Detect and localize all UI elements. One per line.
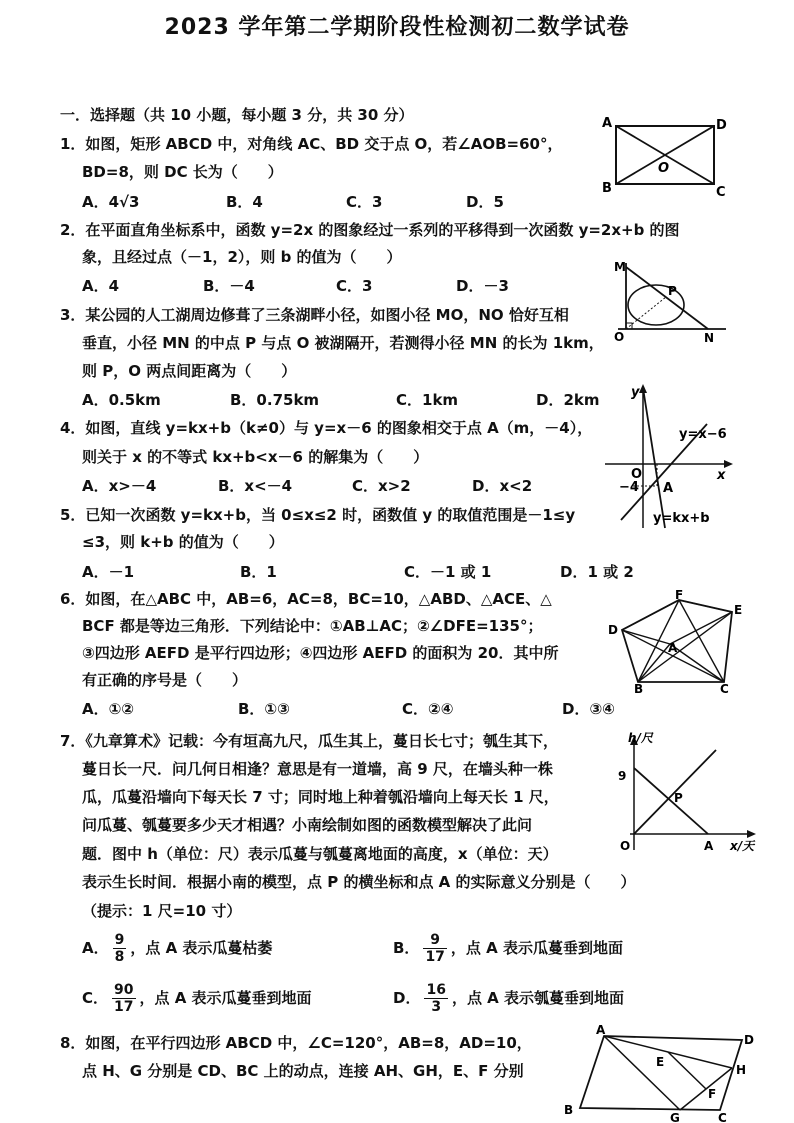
fig3-label-n: N xyxy=(704,331,715,345)
q6-option-b: B．①③ xyxy=(238,700,290,718)
fig8-label-c: C xyxy=(718,1111,727,1123)
fig4-label-y-kx-b: y=kx+b xyxy=(653,511,710,526)
q1-line-2: BD=8，则 DC 长为（ ） xyxy=(82,163,283,181)
q8-line-1: 8．如图，在平行四边形 ABCD 中，∠C=120°，AB=8，AD=10， xyxy=(60,1034,532,1052)
fig3-label-p: P xyxy=(668,284,677,298)
q7-line-1: 7．《九章算术》记载：今有垣高九尺，瓜生其上，蔓日长七寸；瓠生其下， xyxy=(60,732,558,750)
line-y-kx-b xyxy=(643,388,665,528)
fig6-label-e: E xyxy=(734,603,743,617)
fig4-label-a: A xyxy=(663,481,674,496)
segment-ef xyxy=(668,1052,706,1089)
q5-option-b: B．1 xyxy=(240,563,277,581)
fig4-label-x: x xyxy=(717,468,726,483)
q7-line-3: 瓜，瓜蔓沿墙向下每天长 7 寸；同时地上种着瓠沿墙向上每天长 1 尺， xyxy=(82,788,559,806)
q5-line-1: 5．已知一次函数 y=kx+b，当 0≤x≤2 时，函数值 y 的取值范围是－1≤y xyxy=(60,506,576,524)
fig7-label-p: P xyxy=(674,791,683,805)
q4-line-1: 4．如图，直线 y=kx+b（k≠0）与 y=x－6 的图象相交于点 A（m，－4）， xyxy=(60,419,593,437)
fig4-label-y: y xyxy=(631,385,640,400)
q7-option-d-fraction: $\frac{16}{3}$ xyxy=(426,982,446,1015)
fig6-label-c: C xyxy=(720,682,729,695)
q7-option-c: C． $\frac{90}{17}$ ，点 A 表示瓜蔓垂到地面 xyxy=(82,982,312,1015)
fig1-label-d: D xyxy=(716,118,727,133)
figure-1-rectangle xyxy=(598,112,730,200)
q6-line-4: 有正确的序号是（ ） xyxy=(82,671,248,689)
q5-line-2: ≤3，则 k+b 的值为（ ） xyxy=(82,533,284,551)
q6-option-a: A．①② xyxy=(82,700,135,718)
q4-option-b: B．x<－4 xyxy=(218,477,293,495)
segment-ag xyxy=(604,1036,680,1110)
fig7-label-9: 9 xyxy=(618,769,627,783)
fig7-label-h: h/尺 xyxy=(628,731,653,745)
q4-line-2: 则关于 x 的不等式 kx+b<x－6 的解集为（ ） xyxy=(82,448,429,466)
fig6-label-f: F xyxy=(675,590,684,602)
q7-option-c-fraction: $\frac{90}{17}$ xyxy=(114,982,134,1015)
q2-option-c: C．3 xyxy=(336,277,373,295)
parallelogram-abcd xyxy=(580,1036,742,1110)
fig1-label-c: C xyxy=(716,185,726,200)
q4-option-a: A．x>－4 xyxy=(82,477,157,495)
q8-line-2: 点 H、G 分别是 CD、BC 上的动点，连接 AH、GH，E、F 分别 xyxy=(82,1062,524,1080)
q1-option-b: B．4 xyxy=(226,193,263,211)
q5-option-a: A．－1 xyxy=(82,563,135,581)
fig7-label-o: O xyxy=(620,839,631,853)
fig1-label-o: O xyxy=(658,161,670,176)
q5-option-c: C．－1 或 1 xyxy=(404,563,492,581)
q4-option-c: C．x>2 xyxy=(352,477,411,495)
fig8-label-a: A xyxy=(596,1023,606,1037)
q7-option-a: A． $\frac{9}{8}$ ，点 A 表示瓜蔓枯萎 xyxy=(82,932,273,965)
fig8-label-g: G xyxy=(670,1111,680,1123)
fig4-x-arrow xyxy=(724,460,733,468)
fig4-label-o: O xyxy=(631,467,643,482)
q7-option-b: B． $\frac{9}{17}$ ，点 A 表示瓜蔓垂到地面 xyxy=(393,932,623,965)
q6-line-3: ③四边形 AEFD 是平行四边形；④四边形 AEFD 的面积为 20．其中所 xyxy=(82,644,559,662)
fig7-label-x: x/天 xyxy=(730,839,755,853)
fig8-label-e: E xyxy=(656,1055,665,1069)
figure-4-graph xyxy=(603,380,743,530)
q3-option-c: C．1km xyxy=(396,391,459,409)
fig4-label-y-x-6: y=x−6 xyxy=(679,427,727,442)
fig6-label-b: B xyxy=(634,682,644,695)
figure-3-lake xyxy=(608,255,738,345)
q6-option-c: C．②④ xyxy=(402,700,454,718)
fig7-label-a: A xyxy=(704,839,714,853)
q7-line-7: （提示：1 尺=10 寸） xyxy=(82,902,242,920)
q7-option-b-fraction: $\frac{9}{17}$ xyxy=(425,932,445,965)
fig8-label-d: D xyxy=(744,1033,754,1047)
gourd-line xyxy=(634,768,708,834)
section-header: 一．选择题（共 10 小题，每小题 3 分，共 30 分） xyxy=(60,106,414,124)
q2-option-a: A．4 xyxy=(82,277,120,295)
q2-line-2: 象，且经过点（－1，2），则 b 的值为（ ） xyxy=(82,248,402,266)
exam-title: 2023 学年第二学期阶段性检测初二数学试卷 xyxy=(164,15,630,40)
q7-option-d: D． $\frac{16}{3}$ ，点 A 表示瓠蔓垂到地面 xyxy=(393,982,624,1015)
q1-option-a: A．4√3 xyxy=(82,193,140,211)
figure-8-parallelogram xyxy=(560,1018,765,1123)
figure-7-graph xyxy=(610,728,765,858)
q3-line-3: 则 P，O 两点间距离为（ ） xyxy=(82,362,297,380)
q4-option-d: D．x<2 xyxy=(472,477,533,495)
fig4-label-minus-4: −4 xyxy=(619,480,639,495)
q1-option-d: D．5 xyxy=(466,193,504,211)
fig8-label-f: F xyxy=(708,1087,717,1101)
q5-option-d: D．1 或 2 xyxy=(560,563,634,581)
fig8-label-h: H xyxy=(736,1063,747,1077)
q6-line-1: 6．如图，在△ABC 中，AB=6，AC=8，BC=10，△ABD、△ACE、△ xyxy=(60,590,552,608)
q2-line-1: 2．在平面直角坐标系中，函数 y=2x 的图象经过一系列的平移得到一次函数 y=2x+b 的图 xyxy=(60,221,680,239)
q6-option-d: D．③④ xyxy=(562,700,615,718)
q7-line-2: 蔓日长一尺．问几何日相逢？意思是有一道墙，高 9 尺，在墙头种一株 xyxy=(82,760,553,778)
fig8-label-b: B xyxy=(564,1103,574,1117)
q3-option-d: D．2km xyxy=(536,391,600,409)
q3-line-1: 3．某公园的人工湖周边修葺了三条湖畔小径，如图小径 MO，NO 恰好互相 xyxy=(60,306,569,324)
q3-line-2: 垂直，小径 MN 的中点 P 与点 O 被湖隔开，若测得小径 MN 的长为 1km， xyxy=(82,334,604,352)
q2-option-d: D．－3 xyxy=(456,277,509,295)
q7-line-5: 题．图中 h（单位：尺）表示瓜蔓与瓠蔓离地面的高度，x（单位：天） xyxy=(82,845,558,863)
fig6-label-a: A xyxy=(668,641,678,655)
q7-line-6: 表示生长时间．根据小南的模型，点 P 的横坐标和点 A 的实际意义分别是（ ） xyxy=(82,873,636,891)
q7-option-a-fraction: $\frac{9}{8}$ xyxy=(114,932,125,965)
fig1-label-b: B xyxy=(602,181,612,196)
fig3-label-o: O xyxy=(614,330,625,344)
q3-option-a: A．0.5km xyxy=(82,391,161,409)
fig1-label-a: A xyxy=(602,116,613,131)
q6-line-2: BCF 都是等边三角形．下列结论中：①AB⊥AC；②∠DFE=135°； xyxy=(82,617,543,635)
q2-option-b: B．－4 xyxy=(203,277,255,295)
fig6-label-d: D xyxy=(608,623,618,637)
q3-option-b: B．0.75km xyxy=(230,391,320,409)
q1-line-1: 1．如图，矩形 ABCD 中，对角线 AC、BD 交于点 O，若∠AOB=60°， xyxy=(60,135,563,153)
figure-6-triangles xyxy=(604,590,754,695)
fig3-label-m: M xyxy=(614,260,626,274)
q7-line-4: 问瓜蔓、瓠蔓要多少天才相遇？小南绘制如图的函数模型解决了此问 xyxy=(82,816,533,834)
q1-option-c: C．3 xyxy=(346,193,383,211)
